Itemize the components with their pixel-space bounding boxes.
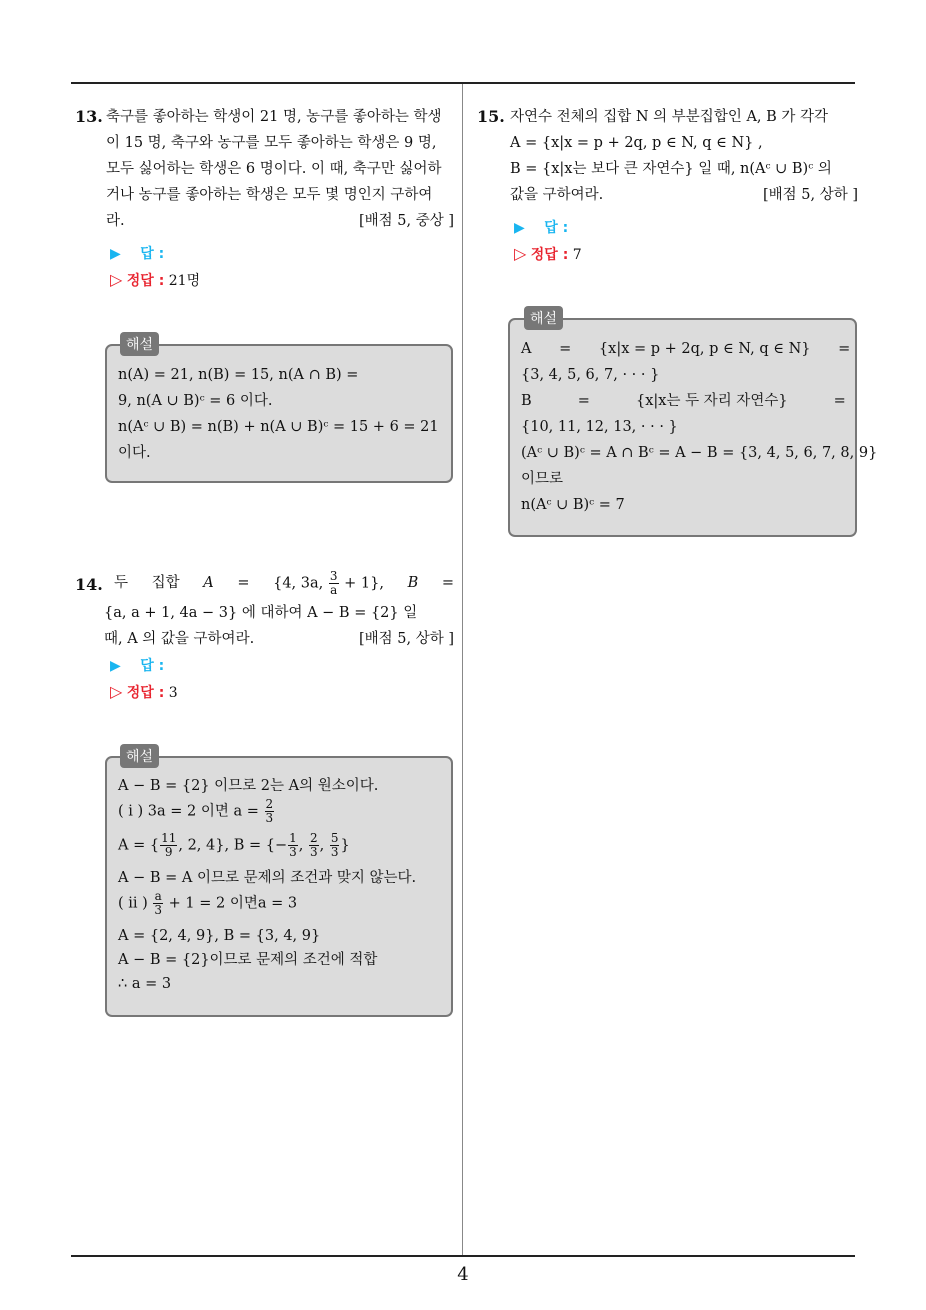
solution-line: A = {2, 4, 9}, B = {3, 4, 9}: [118, 928, 321, 944]
fraction: $\frac{1}{3}$: [289, 831, 297, 859]
outline-triangle-icon: ▷: [110, 270, 123, 289]
solution-line: A − B = {2} 이므로 2는 A의 원소이다.: [118, 778, 379, 794]
correct-label: 정답 :: [530, 247, 569, 263]
solution-line: ( i ) 3a = 2 이면 a = $\frac{2}{3}$: [118, 797, 274, 825]
points-label: [배점 5, 상하 ]: [358, 631, 454, 647]
solution-text: [118, 774, 416, 996]
question-13-text: [106, 104, 454, 234]
correct-value: 3: [168, 685, 178, 701]
question-14-number: 14.: [75, 575, 103, 594]
solution-tag: 해설: [120, 332, 159, 356]
solution-line: n(Aᶜ ∪ B) = n(B) + n(A ∪ B)ᶜ = 15 + 6 = 21: [118, 419, 439, 435]
solution-line: 이므로: [521, 471, 564, 487]
solution-line: A − B = A 이므로 문제의 조건과 맞지 않는다.: [118, 870, 417, 886]
q14-word: =: [441, 575, 454, 591]
solution-line: {3, 4, 5, 6, 7, · · · }: [521, 367, 660, 383]
solution-tag: 해설: [120, 744, 159, 768]
question-line: B = {x|x는 보다 큰 자연수} 일 때, n(Aᶜ ∪ B)ᶜ 의: [510, 161, 832, 177]
fraction: $\frac{11}{9}$: [161, 831, 177, 859]
solution-text: [521, 336, 878, 518]
solution-text: [118, 362, 439, 466]
solution-line: ( ii ) $\frac{a}{3}$ + 1 = 2 이면a = 3: [118, 889, 298, 917]
page-number: 4: [457, 1264, 469, 1285]
question-line: 때, A 의 값을 구하여라.: [104, 631, 255, 647]
q14-word: 두: [114, 575, 129, 591]
question-line: A = {x|x = p + 2q, p ∈ N, q ∈ N} ,: [510, 135, 763, 151]
q14-word: + 1},: [344, 575, 384, 591]
q14-word: {4, 3a,: [273, 575, 324, 591]
question-line: 값을 구하여라.: [510, 187, 604, 203]
bottom-rule: [71, 1255, 855, 1257]
points-label: [배점 5, 중상 ]: [358, 213, 454, 229]
q14-word: =: [237, 575, 250, 591]
outline-triangle-icon: ▷: [514, 244, 527, 263]
solution-line: (Aᶜ ∪ B)ᶜ = A ∩ Bᶜ = A − B = {3, 4, 5, 6, 7, 8, 9}: [521, 445, 878, 461]
solution-line: n(A) = 21, n(B) = 15, n(A ∩ B) =: [118, 367, 359, 383]
correct-value: 7: [572, 247, 582, 263]
play-triangle-icon: ▶: [110, 658, 121, 674]
answer-line: [514, 217, 568, 237]
solution-line: 이다.: [118, 445, 151, 461]
correct-label: 정답 :: [126, 273, 165, 289]
answer-line: [110, 655, 164, 675]
correct-answer-line: [514, 244, 582, 264]
answer-label: 답 :: [544, 220, 569, 236]
answer-label: 답 :: [140, 246, 165, 262]
question-13-number: 13.: [75, 107, 103, 126]
column-divider: [462, 84, 463, 1256]
solution-tag: 해설: [524, 306, 563, 330]
fraction: $\frac{3}{a}$: [329, 568, 338, 597]
solution-line: B = {x|x는 두 자리 자연수} =: [521, 393, 846, 409]
correct-value: 21명: [168, 273, 201, 289]
question-line: 거나 농구를 좋아하는 학생은 모두 몇 명인지 구하여: [106, 187, 433, 203]
correct-answer-line: [110, 682, 178, 702]
question-15-text: [510, 104, 858, 208]
solution-line: 9, n(A ∪ B)ᶜ = 6 이다.: [118, 393, 273, 409]
question-line: 모두 싫어하는 학생은 6 명이다. 이 때, 축구만 싫어하: [106, 161, 442, 177]
solution-line: A − B = {2}이므로 문제의 조건에 적합: [118, 952, 378, 968]
question-14-text: [104, 566, 454, 652]
solution-line: n(Aᶜ ∪ B)ᶜ = 7: [521, 497, 625, 513]
answer-line: [110, 243, 164, 263]
play-triangle-icon: ▶: [514, 220, 525, 236]
q14-word: B: [407, 575, 419, 591]
answer-label: 답 :: [140, 658, 165, 674]
fraction: $\frac{5}{3}$: [330, 831, 339, 859]
q14-word: A: [203, 575, 214, 591]
outline-triangle-icon: ▷: [110, 682, 123, 701]
question-line: 자연수 전체의 집합 N 의 부분집합인 A, B 가 각각: [510, 109, 829, 125]
solution-line: A = {x|x = p + 2q, p ∈ N, q ∈ N} =: [521, 341, 851, 357]
correct-answer-line: [110, 270, 200, 290]
solution-line: ∴ a = 3: [118, 976, 172, 992]
question-line: {a, a + 1, 4a − 3} 에 대하여 A − B = {2} 일: [104, 605, 418, 621]
fraction: $\frac{2}{3}$: [309, 831, 318, 859]
solution-line: {10, 11, 12, 13, · · · }: [521, 419, 678, 435]
question-line: 축구를 좋아하는 학생이 21 명, 농구를 좋아하는 학생: [106, 109, 442, 125]
play-triangle-icon: ▶: [110, 246, 121, 262]
solution-line: A = { $\frac{11}{9}$ , 2, 4}, B = {− $\frac{1}{3}$ , $\frac{2}{3}$ , $\frac{5}{3}$ }: [118, 831, 350, 859]
correct-label: 정답 :: [126, 685, 165, 701]
top-rule: [71, 82, 855, 84]
fraction: $\frac{2}{3}$: [265, 797, 274, 825]
points-label: [배점 5, 상하 ]: [762, 187, 858, 203]
question-line: 이 15 명, 축구와 농구를 모두 좋아하는 학생은 9 명,: [106, 135, 437, 151]
fraction: $\frac{a}{3}$: [154, 889, 163, 917]
question-15-number: 15.: [477, 107, 505, 126]
q14-word: 집합: [151, 575, 180, 591]
question-line: 라.: [106, 213, 125, 229]
